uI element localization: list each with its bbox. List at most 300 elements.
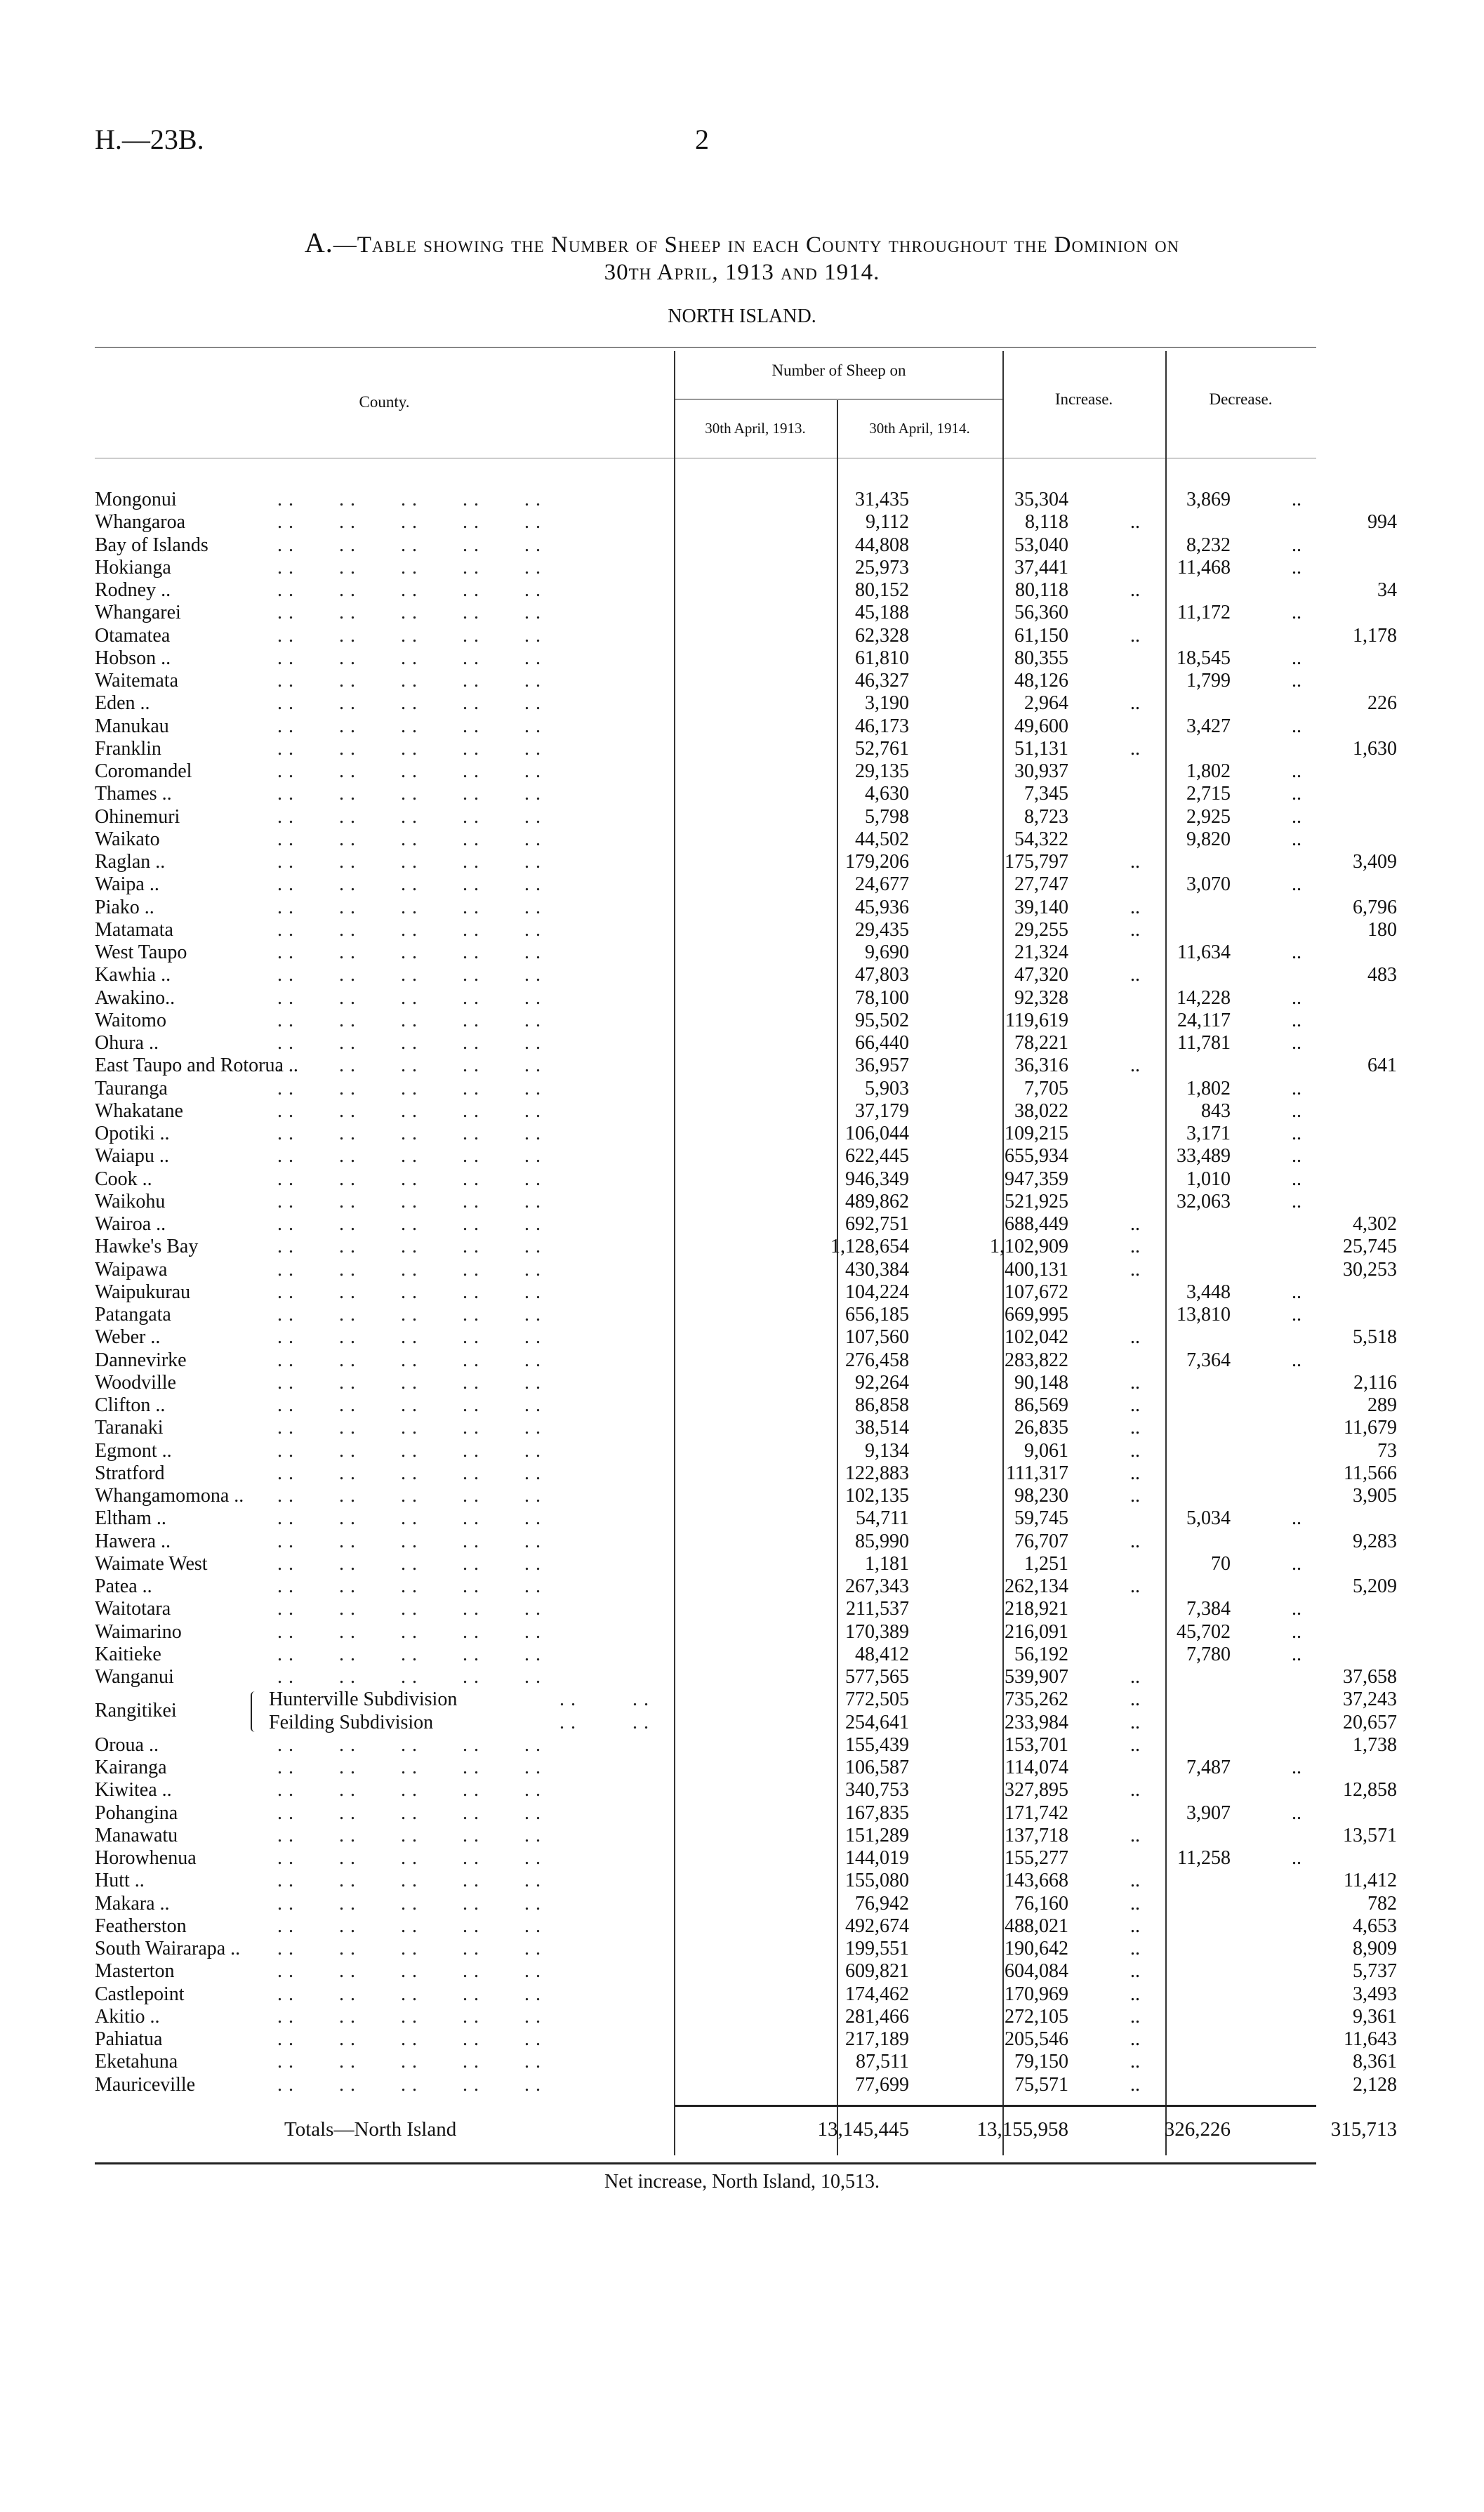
table-row: [95, 579, 1397, 602]
decrease-value: ..: [1292, 1032, 1301, 1054]
value-1913: 77,699: [855, 2073, 909, 2096]
increase-value: 1,799: [1186, 670, 1231, 692]
table-row: [95, 1010, 1316, 1032]
value-1914: 37,441: [1014, 556, 1068, 579]
county-name: Eketahuna: [95, 2051, 178, 2073]
value-1914: 80,355: [1014, 647, 1068, 669]
table-row: [95, 964, 1397, 986]
county-name: Piako ..: [95, 896, 154, 918]
page-number: 2: [695, 124, 709, 155]
value-1914: 27,747: [1014, 873, 1068, 896]
leader-dots: . . . . . . . . . .: [277, 918, 541, 941]
increase-value: ..: [1130, 1824, 1140, 1846]
value-1914: 79,150: [1014, 2051, 1068, 2073]
table-row: [95, 1644, 1316, 1666]
value-1913: 4,630: [865, 783, 909, 805]
title-line-1: —Table showing the Number of Sheep in each County throughout the Dominion on: [333, 232, 1180, 258]
decrease-value: ..: [1292, 1123, 1301, 1144]
table-row: [95, 1281, 1316, 1304]
leader-dots: . . . . . . . . . .: [277, 556, 541, 579]
county-name: Kiwitea ..: [95, 1779, 172, 1802]
leader-dots: . . . . . . . . . .: [277, 579, 541, 601]
header-county: County.: [359, 393, 410, 411]
value-1913: 52,761: [855, 737, 909, 760]
value-1914: 1,251: [1024, 1552, 1068, 1575]
decrease-value: ..: [1292, 1757, 1301, 1778]
county-name: Coromandel: [95, 760, 192, 782]
decrease-value: ..: [1292, 1643, 1301, 1665]
header-number-of-sheep: Number of Sheep on: [771, 362, 906, 379]
leader-dots: . . . . . . . . . .: [277, 737, 541, 760]
table-row: [95, 1304, 1316, 1326]
value-1913: 85,990: [855, 1530, 909, 1552]
decrease-value: 9,361: [1353, 2005, 1397, 2028]
increase-value: 18,545: [1177, 647, 1231, 669]
county-name: Cook ..: [95, 1168, 152, 1190]
leader-dots: . . . . . . . . . .: [277, 1055, 541, 1077]
leader-dots: . . . . . . . . . .: [277, 2005, 541, 2028]
totals-row: [95, 2117, 1397, 2142]
table-row: [95, 511, 1397, 534]
table-row: [95, 489, 1316, 511]
decrease-value: 9,283: [1353, 1530, 1397, 1552]
decrease-value: 37,243: [1343, 1688, 1397, 1711]
decrease-value: 994: [1367, 511, 1397, 534]
increase-value: ..: [1130, 692, 1140, 715]
leader-dots: . . . .: [509, 1711, 649, 1733]
county-name: Eden ..: [95, 692, 150, 715]
value-1914: 75,571: [1014, 2073, 1068, 2096]
value-1913: 37,179: [855, 1099, 909, 1122]
county-name: Manukau: [95, 715, 169, 737]
county-name: Hokianga: [95, 556, 171, 579]
value-1914: 111,317: [1006, 1462, 1068, 1484]
table-row: [95, 1507, 1316, 1530]
leader-dots: . . . . . . . . . .: [277, 1145, 541, 1168]
decrease-value: 4,653: [1353, 1915, 1397, 1937]
increase-value: 843: [1201, 1099, 1231, 1122]
decrease-value: 11,643: [1344, 2028, 1397, 2050]
table-row: [95, 1824, 1397, 1847]
county-name: Kawhia ..: [95, 964, 171, 986]
value-1913: 9,690: [865, 941, 909, 963]
leader-dots: . . . . . . . . . .: [277, 1168, 541, 1190]
value-1913: 9,134: [865, 1439, 909, 1462]
leader-dots: . . . . . . . . . .: [277, 1847, 541, 1869]
region-heading: NORTH ISLAND.: [668, 305, 816, 327]
subdivision-name: Hunterville Subdivision: [269, 1688, 458, 1711]
increase-value: 3,448: [1186, 1281, 1231, 1303]
table-row: [95, 1757, 1316, 1779]
table-row: [95, 873, 1316, 896]
value-1913: 1,128,654: [830, 1236, 909, 1258]
leader-dots: . . . . . . . . . .: [277, 1530, 541, 1552]
county-name: Akitio ..: [95, 2005, 160, 2028]
decrease-value: 3,409: [1353, 851, 1397, 873]
table-row: [95, 1100, 1316, 1123]
leader-dots: . . . . . . . . . .: [277, 1824, 541, 1846]
increase-value: 11,468: [1177, 556, 1231, 579]
value-1914: 233,984: [1005, 1711, 1068, 1733]
leader-dots: . . . . . . . . . .: [277, 1190, 541, 1212]
table-row: [95, 1394, 1397, 1417]
table-row: [95, 1123, 1316, 1145]
county-name: Franklin: [95, 737, 161, 760]
decrease-value: 5,209: [1353, 1575, 1397, 1597]
increase-value: 8,232: [1186, 534, 1231, 556]
value-1914: 119,619: [1005, 1009, 1068, 1031]
value-1914: 190,642: [1005, 1938, 1068, 1959]
increase-value: ..: [1130, 1711, 1140, 1733]
value-1913: 5,903: [865, 1077, 909, 1099]
decrease-value: ..: [1292, 489, 1301, 510]
increase-value: ..: [1130, 2028, 1140, 2050]
increase-value: ..: [1130, 579, 1140, 601]
value-1914: 283,822: [1005, 1349, 1068, 1371]
county-name: Waipa ..: [95, 873, 159, 896]
decrease-value: ..: [1292, 534, 1301, 556]
increase-value: ..: [1130, 1892, 1140, 1915]
decrease-value: 5,518: [1353, 1326, 1397, 1349]
county-name: Mongonui: [95, 489, 177, 510]
increase-value: 11,258: [1177, 1847, 1231, 1869]
value-1914: 54,322: [1014, 828, 1068, 850]
decrease-value: 641: [1367, 1055, 1397, 1077]
county-name: Whangaroa: [95, 511, 186, 534]
increase-value: 3,427: [1186, 715, 1231, 737]
county-name: Tauranga: [95, 1077, 168, 1099]
county-name: Dannevirke: [95, 1349, 187, 1371]
table-row: [95, 1983, 1397, 2006]
table-row: [95, 557, 1316, 579]
increase-value: 11,172: [1177, 602, 1231, 624]
decrease-value: 289: [1367, 1394, 1397, 1416]
table-row: [95, 2073, 1397, 2096]
table-row: [95, 1439, 1397, 1462]
decrease-value: ..: [1292, 1620, 1301, 1643]
value-1913: 54,711: [856, 1507, 909, 1530]
value-1913: 87,511: [856, 2051, 909, 2073]
increase-value: ..: [1130, 1439, 1140, 1462]
value-1913: 492,674: [845, 1915, 909, 1937]
value-1913: 29,435: [855, 918, 909, 941]
value-1914: 78,221: [1014, 1032, 1068, 1054]
county-name: Ohinemuri: [95, 805, 180, 828]
increase-value: 2,925: [1186, 805, 1231, 828]
header-decrease: Decrease.: [1209, 390, 1273, 408]
value-1914: 76,160: [1014, 1892, 1068, 1915]
increase-value: ..: [1130, 964, 1140, 986]
leader-dots: . . . . . . . . . .: [277, 1983, 541, 2005]
county-name: Thames ..: [95, 783, 172, 805]
decrease-value: ..: [1292, 986, 1301, 1009]
decrease-value: ..: [1292, 783, 1301, 805]
decrease-value: ..: [1292, 1190, 1301, 1212]
value-1914: 688,449: [1005, 1213, 1068, 1235]
county-name: Waimarino: [95, 1620, 182, 1643]
increase-value: 1,010: [1186, 1168, 1231, 1190]
decrease-value: ..: [1292, 715, 1301, 737]
county-name: Waikohu: [95, 1190, 166, 1212]
leader-dots: . . . . . . . . . .: [277, 896, 541, 918]
county-name: Waiapu ..: [95, 1145, 169, 1168]
county-name: Bay of Islands: [95, 534, 208, 556]
value-1913: 622,445: [845, 1145, 909, 1168]
leader-dots: . . . . . . . . . .: [277, 1666, 541, 1688]
table-row: [95, 1960, 1397, 1983]
increase-value: ..: [1130, 2073, 1140, 2096]
table-row: [95, 534, 1316, 557]
decrease-value: ..: [1292, 1507, 1301, 1530]
value-1913: 107,560: [845, 1326, 909, 1349]
leader-dots: . . . . . . . . . .: [277, 624, 541, 647]
county-name: Horowhenua: [95, 1847, 197, 1869]
total-decrease: 315,713: [1330, 2118, 1397, 2141]
value-1913: 3,190: [865, 692, 909, 715]
county-name: Makara ..: [95, 1892, 170, 1915]
table-row: [95, 1168, 1316, 1191]
county-name: Waitomo: [95, 1009, 166, 1031]
leader-dots: . . . . . . . . . .: [277, 783, 541, 805]
value-1913: 430,384: [845, 1258, 909, 1281]
county-name: East Taupo and Rotorua ..: [95, 1055, 298, 1077]
value-1914: 947,359: [1005, 1168, 1068, 1190]
leader-dots: . . . . . . . . . .: [277, 1960, 541, 1983]
county-name: Hobson ..: [95, 647, 171, 669]
value-1914: 735,262: [1005, 1688, 1068, 1711]
leader-dots: . . . . . . . . . .: [277, 1757, 541, 1778]
table-row: [95, 1462, 1397, 1485]
increase-value: ..: [1130, 1666, 1140, 1688]
table-row: [95, 1326, 1397, 1349]
value-1914: 61,150: [1014, 624, 1068, 647]
leader-dots: . . . . . . . . . .: [277, 715, 541, 737]
county-name: Kaitieke: [95, 1643, 161, 1665]
value-1914: 98,230: [1014, 1485, 1068, 1507]
increase-value: 1,802: [1186, 1077, 1231, 1099]
table-row: [95, 760, 1316, 783]
table-row: [95, 1078, 1316, 1100]
value-1914: 49,600: [1014, 715, 1068, 737]
total-1913: 13,145,445: [817, 2118, 909, 2141]
county-name: Masterton: [95, 1960, 175, 1983]
value-1913: 24,677: [855, 873, 909, 896]
increase-value: ..: [1130, 1779, 1140, 1802]
table-bottom-rule: [95, 2162, 1316, 2164]
value-1914: 521,925: [1005, 1190, 1068, 1212]
value-1914: 143,668: [1005, 1870, 1068, 1892]
table-row: [95, 737, 1397, 760]
leader-dots: . . . . . . . . . .: [277, 1213, 541, 1235]
subdivision-name: Feilding Subdivision: [269, 1711, 434, 1733]
table-row: [95, 1779, 1397, 1802]
increase-value: ..: [1130, 1371, 1140, 1394]
value-1914: 137,718: [1005, 1824, 1068, 1846]
leader-dots: . . . . . . . . . .: [277, 1099, 541, 1122]
value-1914: 604,084: [1005, 1960, 1068, 1983]
value-1914: 102,042: [1005, 1326, 1068, 1349]
value-1913: 122,883: [845, 1462, 909, 1484]
value-1914: 29,255: [1014, 918, 1068, 941]
leader-dots: . . . . . . . . . .: [277, 1938, 541, 1959]
leader-dots: . . . . . . . . . .: [277, 2073, 541, 2096]
county-name: Oroua ..: [95, 1733, 159, 1756]
county-name: Waipukurau: [95, 1281, 191, 1303]
value-1913: 80,152: [855, 579, 909, 601]
value-1913: 179,206: [845, 851, 909, 873]
increase-value: ..: [1130, 511, 1140, 534]
leader-dots: . . . . . . . . . .: [277, 1575, 541, 1597]
value-1913: 31,435: [855, 489, 909, 510]
increase-value: ..: [1130, 1915, 1140, 1937]
table-row: [95, 602, 1316, 624]
value-1914: 92,328: [1014, 986, 1068, 1009]
totals-label: Totals—North Island: [284, 2118, 457, 2141]
increase-value: ..: [1130, 737, 1140, 760]
value-1913: 155,439: [845, 1733, 909, 1756]
increase-value: ..: [1130, 1236, 1140, 1258]
county-name: South Wairarapa ..: [95, 1938, 241, 1959]
value-1913: 45,188: [855, 602, 909, 624]
table-row: [95, 1258, 1397, 1281]
leader-dots: . . . . . . . . . .: [277, 1802, 541, 1824]
value-1913: 577,565: [845, 1666, 909, 1688]
value-1914: 7,345: [1024, 783, 1068, 805]
decrease-value: ..: [1292, 1281, 1301, 1303]
table-row: [95, 1485, 1397, 1507]
leader-dots: . . . .: [509, 1688, 649, 1711]
leader-dots: . . . . . . . . . .: [277, 1892, 541, 1915]
decrease-value: 180: [1367, 918, 1397, 941]
value-1914: 109,215: [1005, 1123, 1068, 1144]
table-row: [95, 851, 1397, 873]
increase-value: ..: [1130, 2005, 1140, 2028]
increase-value: 70: [1211, 1552, 1231, 1575]
decrease-value: ..: [1292, 1598, 1301, 1620]
leader-dots: . . . . . . . . . .: [277, 851, 541, 873]
table-row: [95, 2005, 1397, 2028]
decrease-value: ..: [1292, 1802, 1301, 1824]
value-1914: 170,969: [1005, 1983, 1068, 2005]
decrease-value: ..: [1292, 670, 1301, 692]
increase-value: 7,364: [1186, 1349, 1231, 1371]
value-1914: 8,118: [1025, 511, 1068, 534]
leader-dots: . . . . . . . . . .: [277, 489, 541, 510]
decrease-value: 3,493: [1353, 1983, 1397, 2005]
leader-dots: . . . . . . . . . .: [277, 1258, 541, 1281]
increase-value: 14,228: [1177, 986, 1231, 1009]
value-1913: 155,080: [845, 1870, 909, 1892]
county-name: Hawke's Bay: [95, 1236, 199, 1258]
value-1913: 211,537: [846, 1598, 909, 1620]
value-1913: 267,343: [845, 1575, 909, 1597]
value-1914: 47,320: [1014, 964, 1068, 986]
increase-value: ..: [1130, 1485, 1140, 1507]
leader-dots: . . . . . . . . . .: [277, 1304, 541, 1326]
leader-dots: . . . . . . . . . .: [277, 760, 541, 782]
value-1913: 47,803: [855, 964, 909, 986]
value-1914: 171,742: [1005, 1802, 1068, 1824]
county-name: Clifton ..: [95, 1394, 166, 1416]
value-1914: 205,546: [1005, 2028, 1068, 2050]
increase-value: 32,063: [1177, 1190, 1231, 1212]
leader-dots: . . . . . . . . . .: [277, 964, 541, 986]
value-1913: 76,942: [855, 1892, 909, 1915]
decrease-value: 2,116: [1353, 1371, 1397, 1394]
decrease-value: 12,858: [1343, 1779, 1397, 1802]
increase-value: ..: [1130, 1530, 1140, 1552]
value-1913: 144,019: [845, 1847, 909, 1869]
increase-value: 3,171: [1186, 1123, 1231, 1144]
value-1914: 114,074: [1005, 1757, 1068, 1778]
leader-dots: . . . . . . . . . .: [277, 1123, 541, 1144]
value-1914: 80,118: [1015, 579, 1068, 601]
increase-value: ..: [1130, 851, 1140, 873]
leader-dots: . . . . . . . . . .: [277, 1349, 541, 1371]
increase-value: ..: [1130, 1055, 1140, 1077]
table-row: [95, 1847, 1316, 1870]
county-name: Whangamomona ..: [95, 1485, 244, 1507]
table-row: [95, 806, 1316, 828]
value-1913: 199,551: [845, 1938, 909, 1959]
decrease-value: ..: [1292, 873, 1301, 896]
value-1913: 340,753: [845, 1779, 909, 1802]
value-1913: 692,751: [845, 1213, 909, 1235]
value-1913: 656,185: [845, 1304, 909, 1326]
table-row: [95, 1236, 1397, 1258]
county-name: Waitemata: [95, 670, 179, 692]
table-row: [95, 1870, 1397, 1892]
value-1913: 44,502: [855, 828, 909, 850]
leader-dots: . . . . . . . . . .: [277, 1507, 541, 1530]
total-increase: 326,226: [1164, 2118, 1231, 2141]
county-name: Pohangina: [95, 1802, 178, 1824]
value-1914: 7,705: [1024, 1077, 1068, 1099]
county-name: Whangarei: [95, 602, 181, 624]
decrease-value: ..: [1292, 1304, 1301, 1326]
value-1914: 53,040: [1014, 534, 1068, 556]
table-row: [95, 1575, 1397, 1598]
increase-value: 7,780: [1186, 1643, 1231, 1665]
table-row: [95, 1417, 1397, 1439]
county-name: West Taupo: [95, 941, 187, 963]
value-1914: 400,131: [1005, 1258, 1068, 1281]
leader-dots: . . . . . . . . . .: [277, 1077, 541, 1099]
value-1913: 61,810: [855, 647, 909, 669]
increase-value: 1,802: [1186, 760, 1231, 782]
value-1913: 1,181: [865, 1552, 909, 1575]
total-1914: 13,155,958: [976, 2118, 1068, 2141]
increase-value: 45,702: [1177, 1620, 1231, 1643]
increase-value: ..: [1130, 2051, 1140, 2073]
leader-dots: . . . . . . . . . .: [277, 1552, 541, 1575]
leader-dots: . . . . . . . . . .: [277, 670, 541, 692]
value-1914: 21,324: [1014, 941, 1068, 963]
decrease-value: ..: [1292, 1168, 1301, 1190]
decrease-value: 30,253: [1343, 1258, 1397, 1281]
increase-value: 2,715: [1186, 783, 1231, 805]
leader-dots: . . . . . . . . . .: [277, 1643, 541, 1665]
value-1913: 609,821: [845, 1960, 909, 1983]
table-row: [95, 1145, 1316, 1168]
increase-value: ..: [1130, 624, 1140, 647]
table-row: [95, 2051, 1397, 2073]
decrease-value: ..: [1292, 1145, 1301, 1168]
increase-value: ..: [1130, 1938, 1140, 1959]
value-1914: 107,672: [1005, 1281, 1068, 1303]
table-row: [95, 1530, 1397, 1553]
county-name: Manawatu: [95, 1824, 178, 1846]
